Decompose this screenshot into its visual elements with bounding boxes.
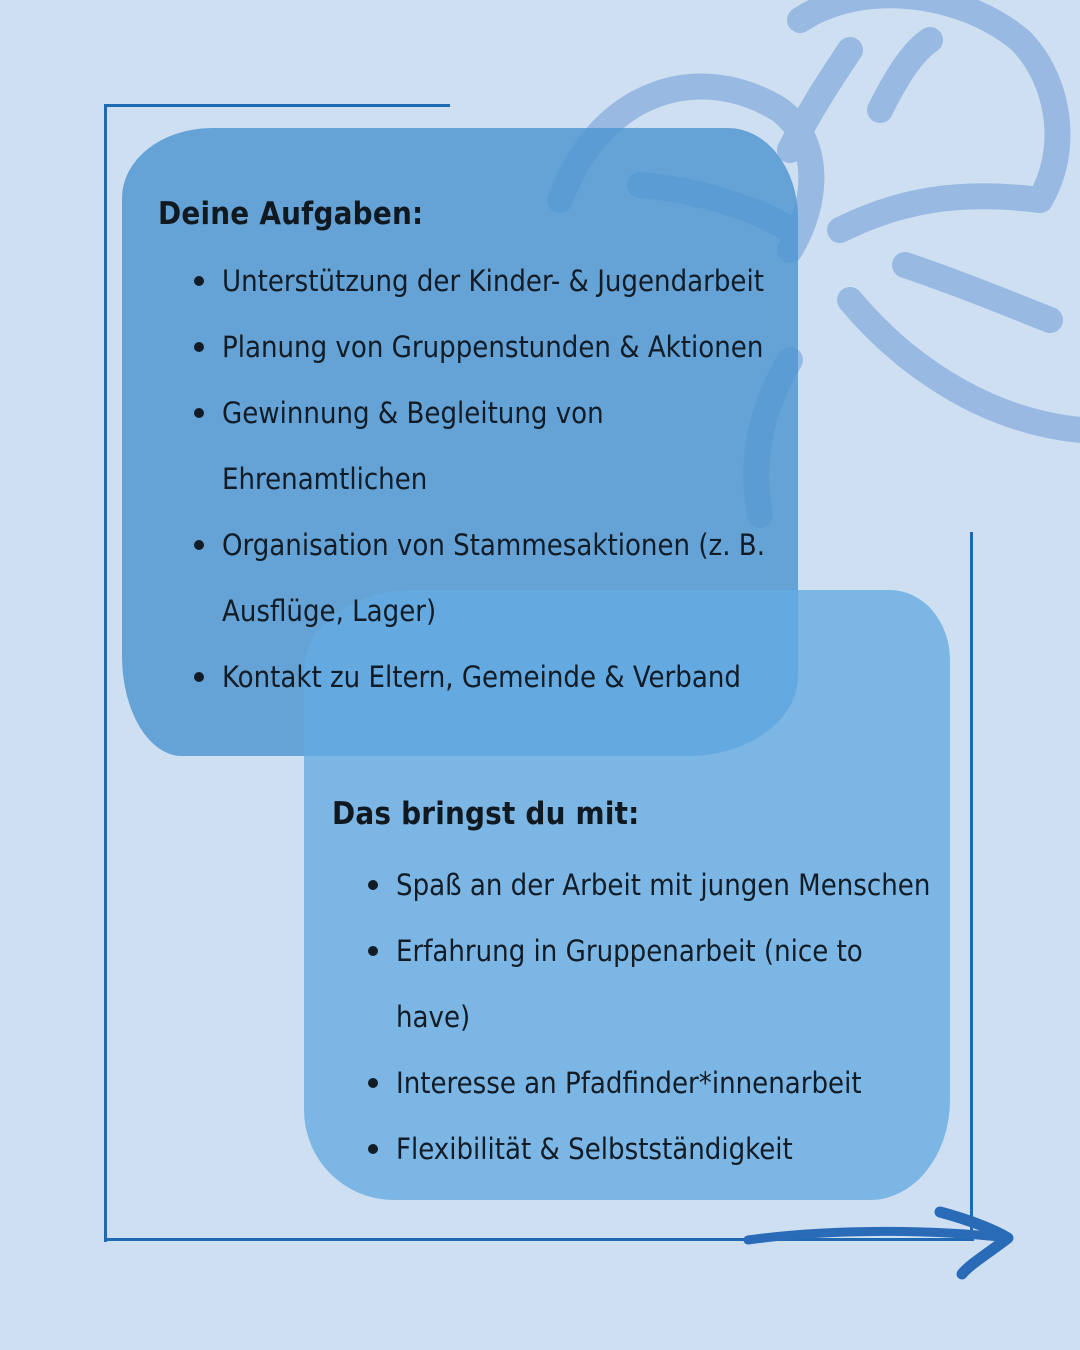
tasks-title: Deine Aufgaben: [158, 196, 424, 232]
list-item [158, 380, 798, 512]
list-item [332, 1050, 942, 1116]
bullet-icon [368, 1078, 378, 1088]
tasks-list [158, 248, 798, 710]
list-item [332, 1116, 942, 1182]
bullet-icon [194, 540, 204, 550]
list-item [332, 918, 942, 1050]
list-item [158, 314, 798, 380]
list-item [332, 852, 942, 918]
list-item-label: Erfahrung in Gruppenarbeit (nice to have) [396, 934, 863, 1034]
requirements-title: Das bringst du mit: [332, 796, 640, 832]
list-item [158, 644, 798, 710]
list-item-label: Flexibilität & Selbstständigkeit [396, 1132, 793, 1166]
requirements-section [332, 790, 942, 1182]
list-item-label: Interesse an Pfadfinder*innenarbeit [396, 1066, 862, 1100]
list-item-label: Planung von Gruppenstunden & Aktionen [222, 330, 764, 364]
list-item-label: Organisation von Stammesaktionen (z. B. Ausflüge, Lager) [222, 528, 765, 628]
requirements-list [332, 852, 942, 1182]
bullet-icon [194, 276, 204, 286]
bullet-icon [368, 946, 378, 956]
bullet-icon [194, 672, 204, 682]
arrow-right-icon[interactable] [740, 1200, 1030, 1290]
frame-line-right [970, 532, 973, 1240]
list-item-label: Spaß an der Arbeit mit jungen Menschen [396, 868, 931, 902]
list-item-label: Kontakt zu Eltern, Gemeinde & Verband [222, 660, 741, 694]
tasks-section [158, 190, 798, 710]
bullet-icon [368, 1144, 378, 1154]
list-item [158, 512, 798, 644]
list-item-label: Unterstützung der Kinder- & Jugendarbeit [222, 264, 764, 298]
frame-line-left [104, 104, 107, 1242]
list-item-label: Gewinnung & Begleitung von Ehrenamtlichen [222, 396, 604, 496]
bullet-icon [194, 342, 204, 352]
list-item [158, 248, 798, 314]
bullet-icon [368, 880, 378, 890]
frame-line-top-left [106, 104, 450, 107]
bullet-icon [194, 408, 204, 418]
